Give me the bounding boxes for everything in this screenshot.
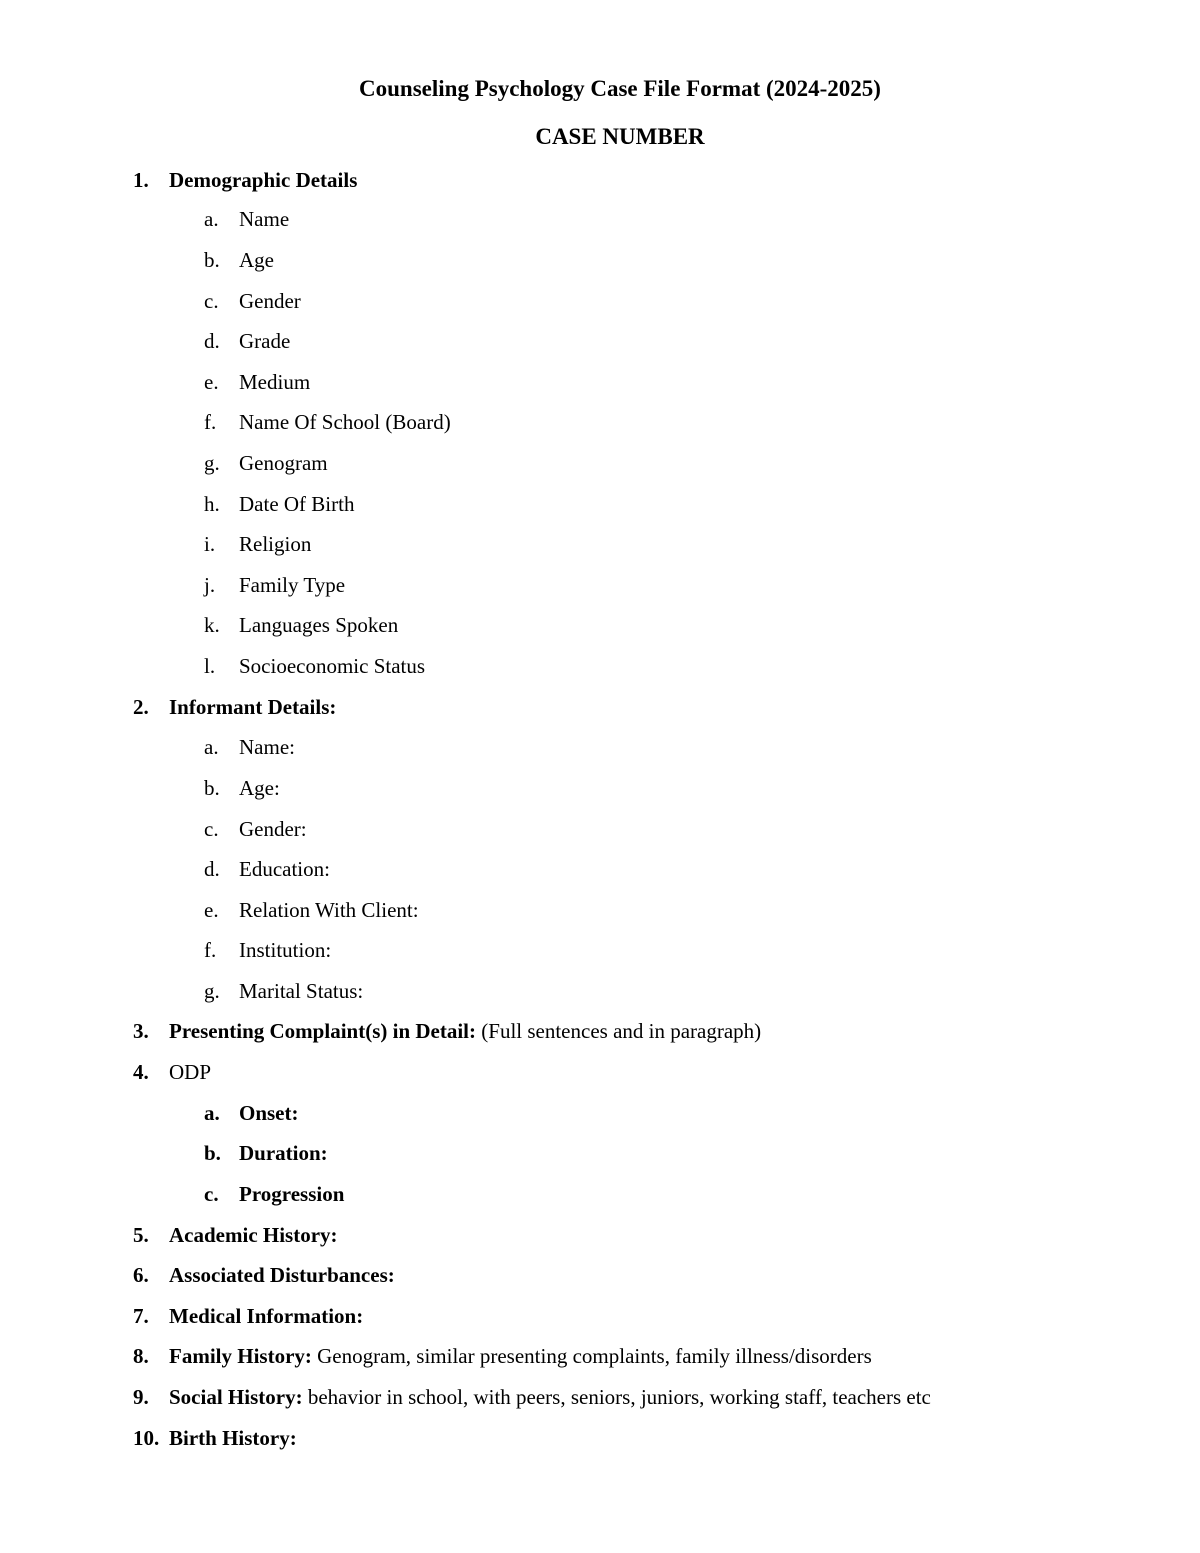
section-heading: Academic History: bbox=[169, 1223, 338, 1247]
item-letter: g. bbox=[204, 979, 220, 1003]
section-heading: Demographic Details bbox=[169, 168, 358, 192]
item-text: Name bbox=[239, 207, 290, 231]
section-number: 1. bbox=[133, 168, 149, 192]
item-letter: c. bbox=[204, 289, 219, 313]
item-letter: e. bbox=[204, 370, 219, 394]
section-heading-line bbox=[169, 1387, 931, 1408]
item-letter: d. bbox=[204, 329, 220, 353]
item-text: Name: bbox=[239, 735, 295, 759]
section-heading: Medical Information: bbox=[169, 1304, 364, 1328]
item-text: Gender bbox=[239, 289, 301, 313]
item-letter: e. bbox=[204, 898, 219, 922]
section-note: (Full sentences and in paragraph) bbox=[481, 1019, 762, 1043]
section-number: 7. bbox=[133, 1304, 149, 1328]
case-number-heading: CASE NUMBER bbox=[535, 124, 705, 149]
item-text: Medium bbox=[239, 370, 311, 394]
item-text: Age: bbox=[239, 776, 280, 800]
section-note: behavior in school, with peers, seniors, juniors, working staff, teachers etc bbox=[307, 1385, 931, 1409]
section-number: 8. bbox=[133, 1344, 149, 1368]
item-letter: f. bbox=[204, 410, 217, 434]
item-letter: c. bbox=[204, 817, 219, 841]
item-text: Grade bbox=[239, 329, 291, 353]
item-text: Name Of School (Board) bbox=[239, 410, 451, 434]
item-letter: b. bbox=[204, 1141, 221, 1165]
section-heading: ODP bbox=[169, 1060, 212, 1084]
item-letter: f. bbox=[204, 938, 217, 962]
item-text: Socioeconomic Status bbox=[239, 654, 426, 678]
section-heading: Family History: bbox=[169, 1344, 312, 1368]
item-text: Age bbox=[239, 248, 274, 272]
item-text: Education: bbox=[239, 857, 330, 881]
section-heading: Birth History: bbox=[169, 1426, 297, 1450]
item-letter: h. bbox=[204, 492, 220, 516]
item-text: Gender: bbox=[239, 817, 307, 841]
item-letter: i. bbox=[204, 532, 216, 556]
section-note: Genogram, similar presenting complaints, family illness/disorders bbox=[317, 1344, 872, 1368]
item-text: Progression bbox=[239, 1182, 345, 1206]
section-heading: Presenting Complaint(s) in Detail: bbox=[169, 1019, 477, 1043]
section-heading: Associated Disturbances: bbox=[169, 1263, 395, 1287]
section-number: 6. bbox=[133, 1263, 149, 1287]
item-letter: g. bbox=[204, 451, 220, 475]
document-title: Counseling Psychology Case File Format (2024-2025) bbox=[359, 76, 881, 101]
section-heading: Social History: bbox=[169, 1385, 303, 1409]
item-letter: a. bbox=[204, 207, 219, 231]
item-text: Duration: bbox=[239, 1141, 328, 1165]
section-heading-line bbox=[169, 1346, 872, 1367]
item-letter: c. bbox=[204, 1182, 219, 1206]
item-text: Family Type bbox=[239, 573, 346, 597]
section-number: 10. bbox=[133, 1426, 160, 1450]
item-letter: a. bbox=[204, 735, 219, 759]
item-text: Religion bbox=[239, 532, 312, 556]
item-letter: j. bbox=[204, 573, 216, 597]
section-number: 9. bbox=[133, 1385, 149, 1409]
item-letter: d. bbox=[204, 857, 220, 881]
item-text: Date Of Birth bbox=[239, 492, 355, 516]
item-text: Genogram bbox=[239, 451, 328, 475]
section-number: 5. bbox=[133, 1223, 149, 1247]
section-number: 3. bbox=[133, 1019, 149, 1043]
section-number: 2. bbox=[133, 695, 149, 719]
item-letter: k. bbox=[204, 613, 220, 637]
section-heading: Informant Details: bbox=[169, 695, 337, 719]
item-text: Institution: bbox=[239, 938, 332, 962]
item-letter: b. bbox=[204, 776, 220, 800]
item-text: Marital Status: bbox=[239, 979, 364, 1003]
item-letter: l. bbox=[204, 654, 216, 678]
item-text: Languages Spoken bbox=[239, 613, 399, 637]
item-letter: b. bbox=[204, 248, 220, 272]
item-text: Relation With Client: bbox=[239, 898, 419, 922]
section-number: 4. bbox=[133, 1060, 149, 1084]
section-heading-line bbox=[169, 1021, 761, 1042]
item-letter: a. bbox=[204, 1101, 220, 1125]
item-text: Onset: bbox=[239, 1101, 299, 1125]
